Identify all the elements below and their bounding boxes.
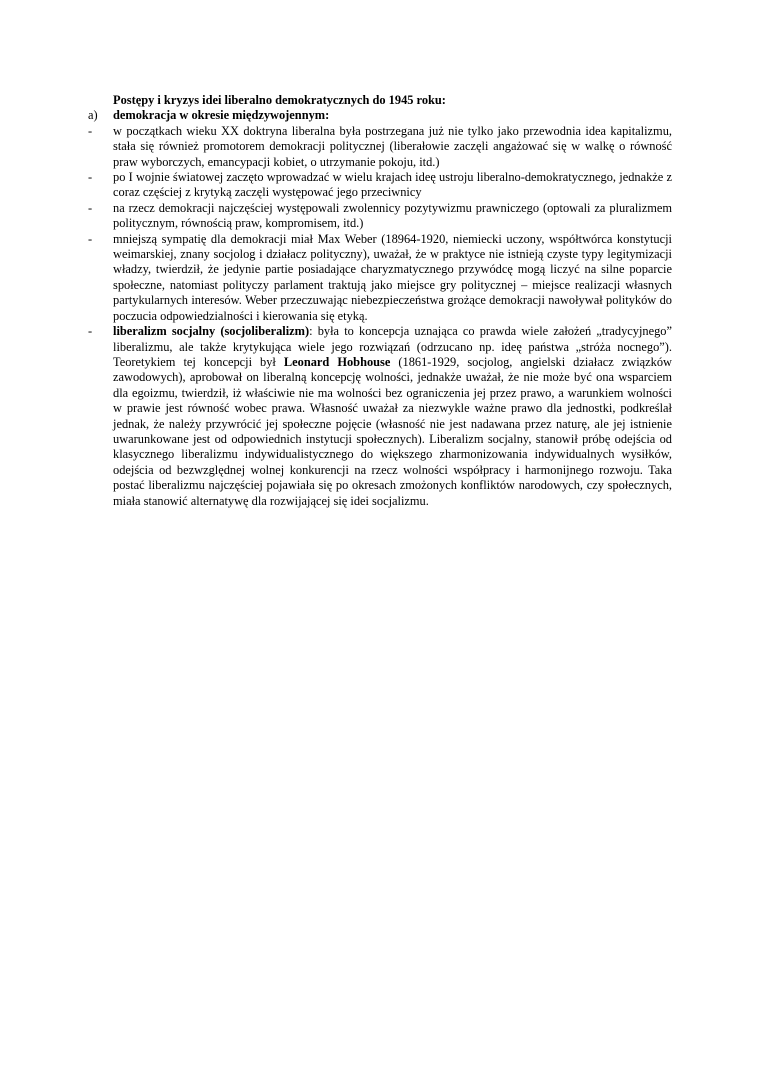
document-title: Postępy i kryzys idei liberalno demokratycznych do 1945 roku: <box>113 93 446 107</box>
list-item <box>88 232 672 324</box>
list-item-text: na rzecz demokracji najczęściej występowali zwolennicy pozytywizmu prawniczego (optowali za pluralizmem politycznym, równością praw, kompromisem, itd.) <box>113 200 672 231</box>
bullet-marker: - <box>88 170 93 185</box>
bullet-marker: - <box>88 123 93 138</box>
bullet-marker: - <box>88 200 93 215</box>
document-page <box>88 93 672 509</box>
list-item <box>88 324 672 509</box>
text-run: : była to koncepcja uznająca co prawda wiele założeń „tradycyjnego” liberalizmu, ale także krytykująca wiele jego rozwiązań (odrzucano np. ideę państwa „stróża nocnego”). Teoretykiem tej koncepcji był <box>113 324 672 369</box>
section-a-heading-row <box>88 108 672 123</box>
list-item-text: w początkach wieku XX doktryna liberalna była postrzegana już nie tylko jako przewodnia idea kapitalizmu, stała się również promotorem demokracji politycznej (liberałowie zaczęli angażować się w walkę o równość praw wyborczych, emancypacji kobiet, o utrzymanie pokoju, itd.) <box>113 123 672 169</box>
list-item <box>88 124 672 170</box>
list-item <box>88 201 672 232</box>
list-item-text <box>113 324 672 509</box>
text-run: (1861-1929, socjolog, angielski działacz związków zawodowych), aprobował on liberalną koncepcję wolności, jednakże uważał, że nie może być ona wsparciem dla egoizmu, twierdził, iż właściwie nie ma wolności bez ograniczenia jej przez prawo, a warunkiem wolności w prawie jest równość wobec prawa. Własność uważał za niezwykle ważne prawo dla jednostki, podkreślał jednak, że należy przywrócić jej społeczne pojęcie (własność nie jest nadawana przez naturę, ale jej istnienie uwarunkowane jest od odpowiednich instytucji społecznych). Liberalizm socjalny, stanowił próbę odejścia od klasycznego liberalizmu indywidualistycznego do większego zharmonizowania indywidualnych wysiłków, odejścia od bezwzględnej wolnej konkurencji na rzecz wolności współpracy i harmonijnego rozwoju. Taka postać liberalizmu najczęściej pojawiała się po okresach zmożonych konfliktów narodowych, czy społecznych, miała stanowić alternatywę dla rozwijającej się idei socjalizmu. <box>113 354 672 508</box>
section-marker: a) <box>88 108 98 123</box>
person-name-bold: Leonard Hobhouse <box>283 354 391 369</box>
term-bold: liberalizm socjalny (socjoliberalizm) <box>113 324 310 339</box>
list-item <box>88 170 672 201</box>
bullet-marker: - <box>88 324 93 339</box>
section-heading: demokracja w okresie międzywojennym: <box>113 108 330 123</box>
bullet-marker: - <box>88 231 93 246</box>
list-item-text: po I wojnie światowej zaczęto wprowadzać w wielu krajach ideę ustroju liberalno-demokratycznego, jednakże z coraz częściej z krytyką zaczęli występować jego przeciwnicy <box>113 170 672 200</box>
list-item-text: mniejszą sympatię dla demokracji miał Max Weber (18964-1920, niemiecki uczony, współtwórca konstytucji weimarskiej, znany socjolog i działacz polityczny), uważał, że w praktyce nie istnieją czyste typy legitymizacji władzy, twierdził, że jedynie partie posiadające charyzmatycznego przywódcę mogą liczyć na silne poparcie społeczne, natomiast polityczy parlament traktują jako miejsce gry politycznej – miejsce realizacji własnych partykularnych interesów. Weber przeczuwając niebezpieczeństwa grożące demokracji nawoływał polityków do poczucia odpowiedzialności i kierowania się etyką. <box>113 231 672 323</box>
